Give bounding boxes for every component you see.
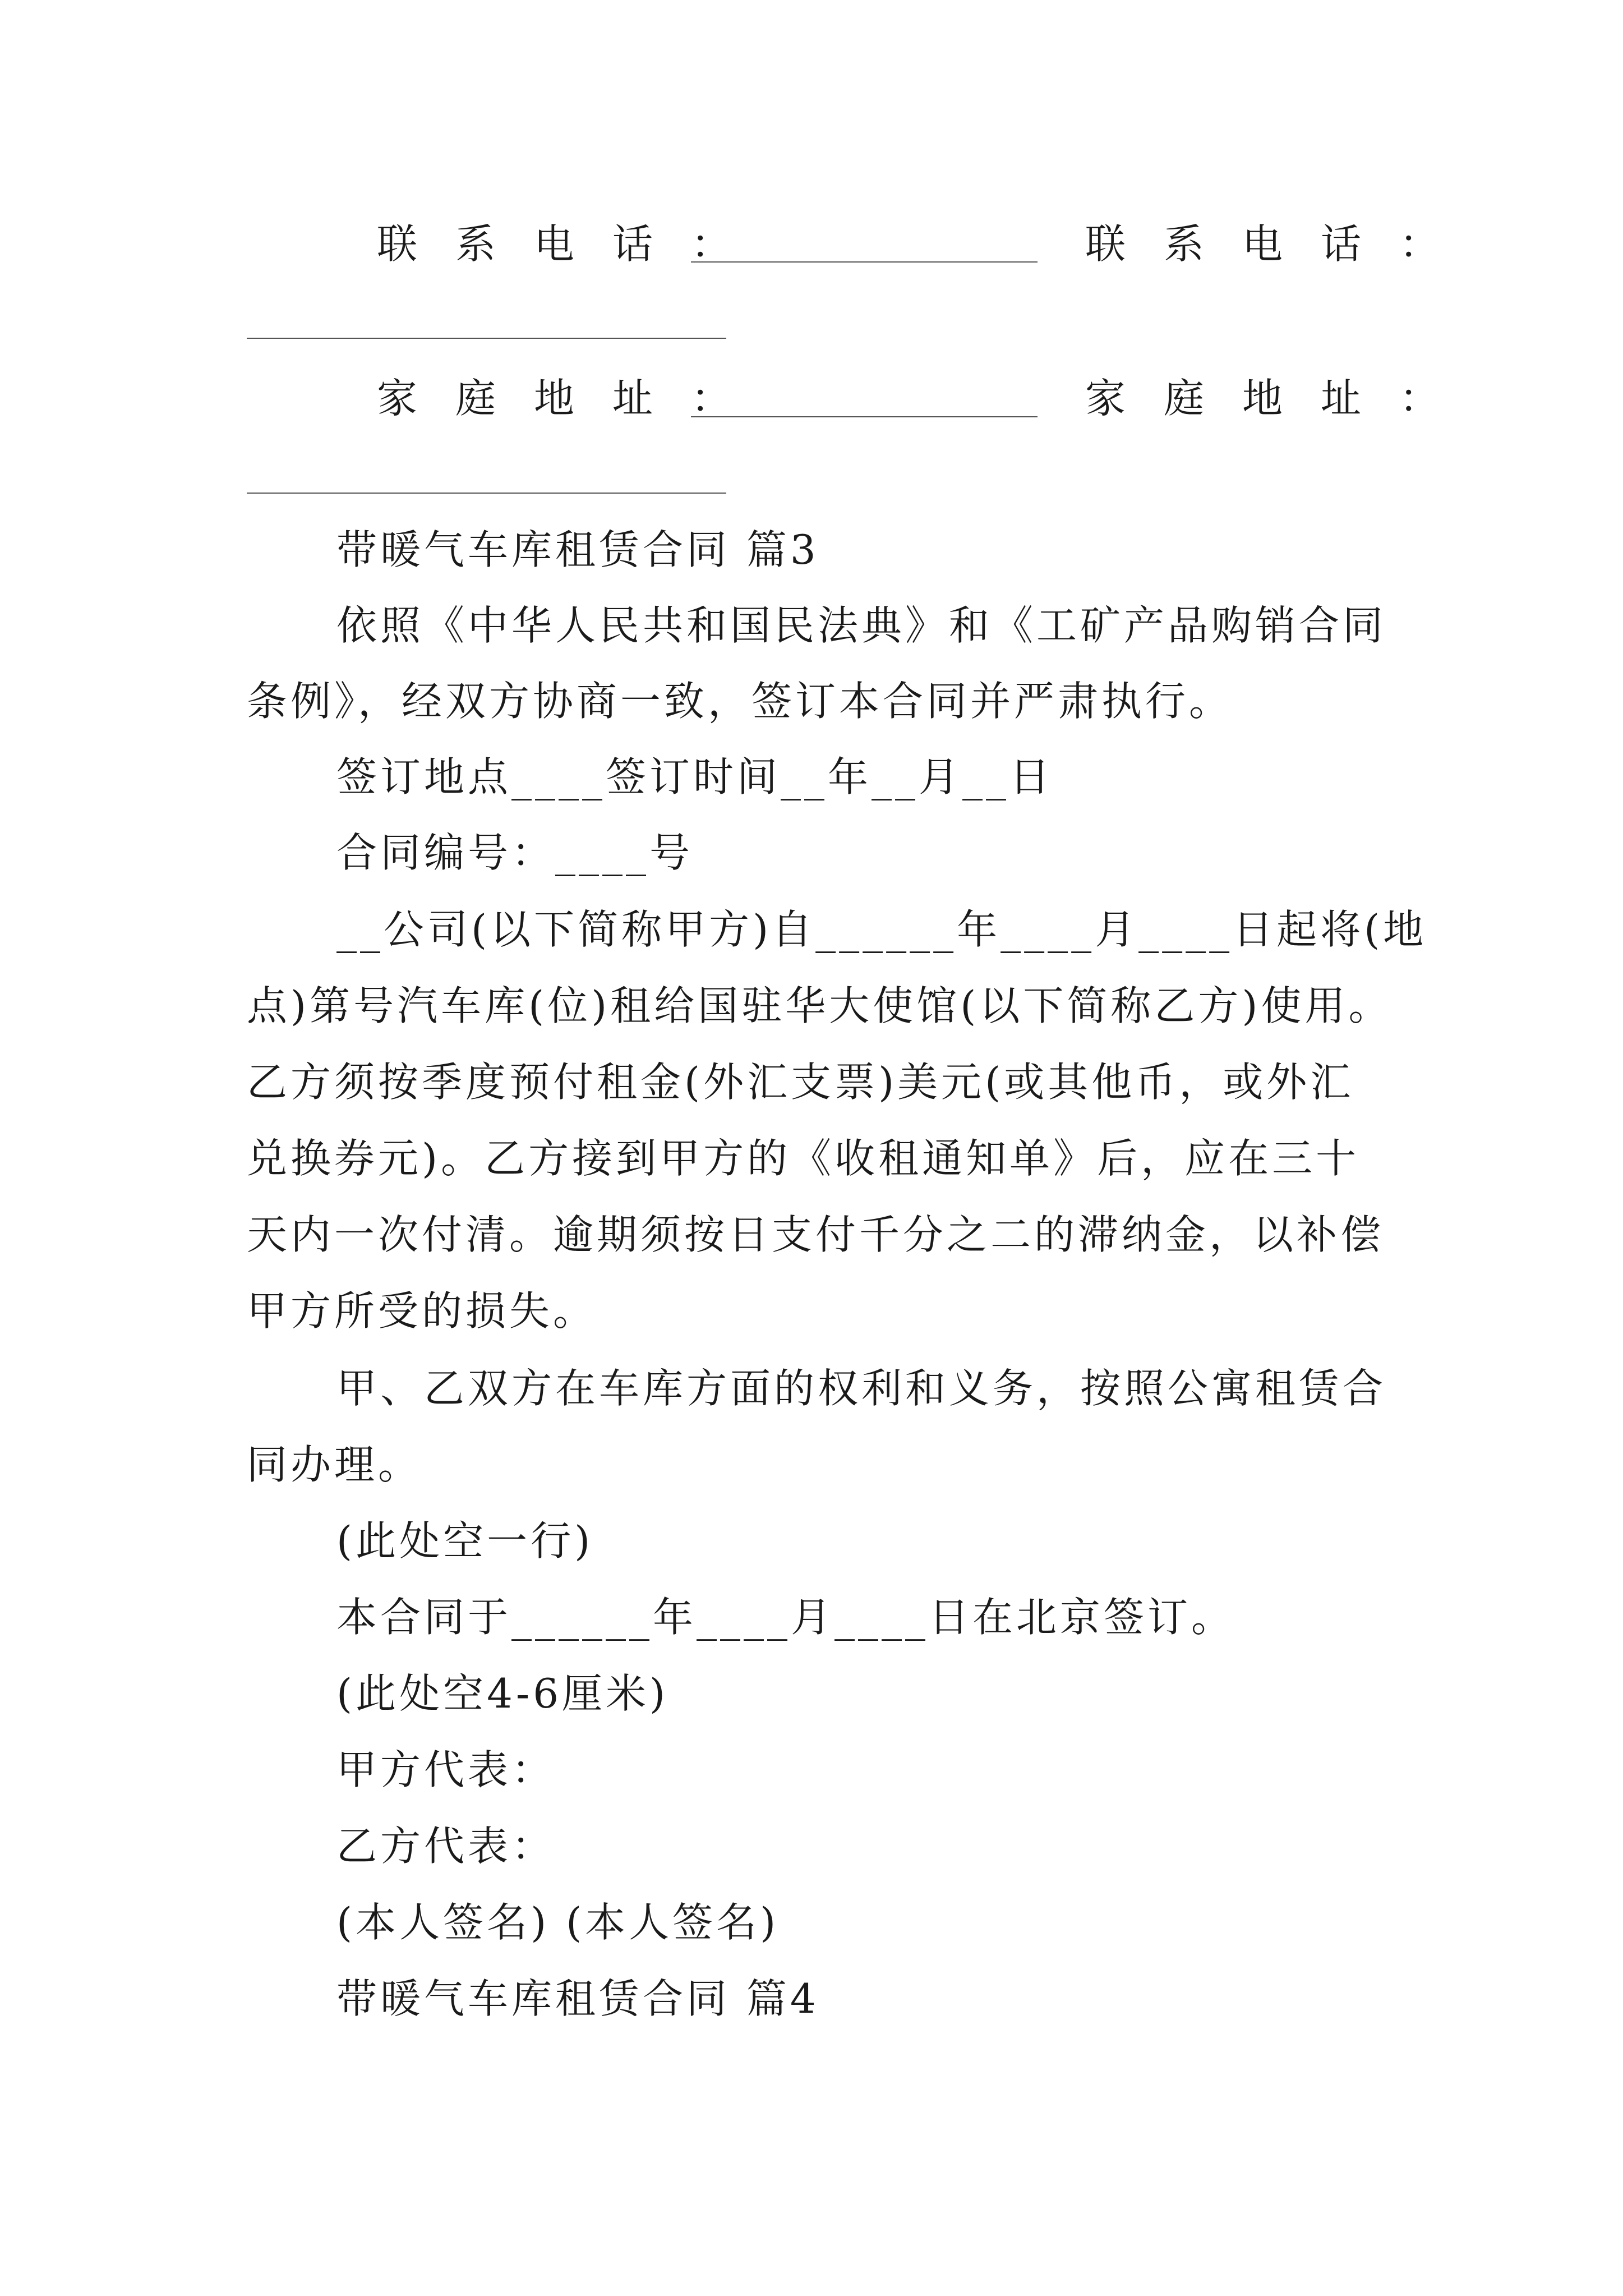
intro-line-1: 依照《中华人民共和国民法典》和《工矿产品购销合同: [336, 602, 1387, 649]
body-line-3: 乙方须按季度预付租金(外汇支票)美元(或其他币，或外汇: [247, 1059, 1354, 1106]
rights-line-1: 甲、乙双方在车库方面的权利和义务，按照公寓租赁合: [336, 1365, 1387, 1412]
address-blank-party-a: [691, 416, 1038, 417]
intro-line-2: 条例》，经双方协商一致，签订本合同并严肃执行。: [247, 678, 1233, 725]
phone-label-party-b: 联系电话：: [1085, 220, 1478, 268]
party-a-representative: 甲方代表：: [336, 1746, 556, 1793]
contract-number: 合同编号：____号: [336, 829, 694, 876]
signed-in-beijing: 本合同于______年____月____日在北京签订。: [336, 1594, 1235, 1641]
blank-note-4-6cm: (此处空4-6厘米): [336, 1670, 669, 1717]
rights-line-2: 同办理。: [247, 1441, 422, 1488]
body-line-1: __公司(以下简称甲方)自______年____月____日起将(地: [336, 906, 1427, 953]
body-line-6: 甲方所受的损失。: [247, 1287, 597, 1335]
phone-blank-party-a: [691, 261, 1038, 263]
phone-blank-party-b: [247, 338, 726, 339]
section-heading-3: 带暖气车库租赁合同 篇3: [336, 526, 819, 573]
phone-label-party-a: 联系电话：: [377, 220, 770, 268]
body-line-4: 兑换券元)。乙方接到甲方的《收租通知单》后，应在三十: [247, 1135, 1360, 1182]
address-label-party-a: 家庭地址：: [377, 375, 770, 422]
section-heading-4: 带暖气车库租赁合同 篇4: [336, 1975, 819, 2022]
address-label-party-b: 家庭地址：: [1085, 375, 1478, 422]
sign-place-time: 签订地点____签订时间__年__月__日: [336, 753, 1054, 800]
body-line-5: 天内一次付清。逾期须按日支付千分之二的滞纳金，以补偿: [247, 1211, 1385, 1258]
address-blank-party-b: [247, 493, 726, 494]
party-b-representative: 乙方代表：: [336, 1823, 556, 1870]
body-line-2: 点)第号汽车库(位)租给国驻华大使馆(以下简称乙方)使用。: [247, 982, 1393, 1029]
blank-note-one-line: (此处空一行): [336, 1517, 594, 1565]
signature-placeholders: (本人签名) (本人签名): [336, 1899, 780, 1946]
